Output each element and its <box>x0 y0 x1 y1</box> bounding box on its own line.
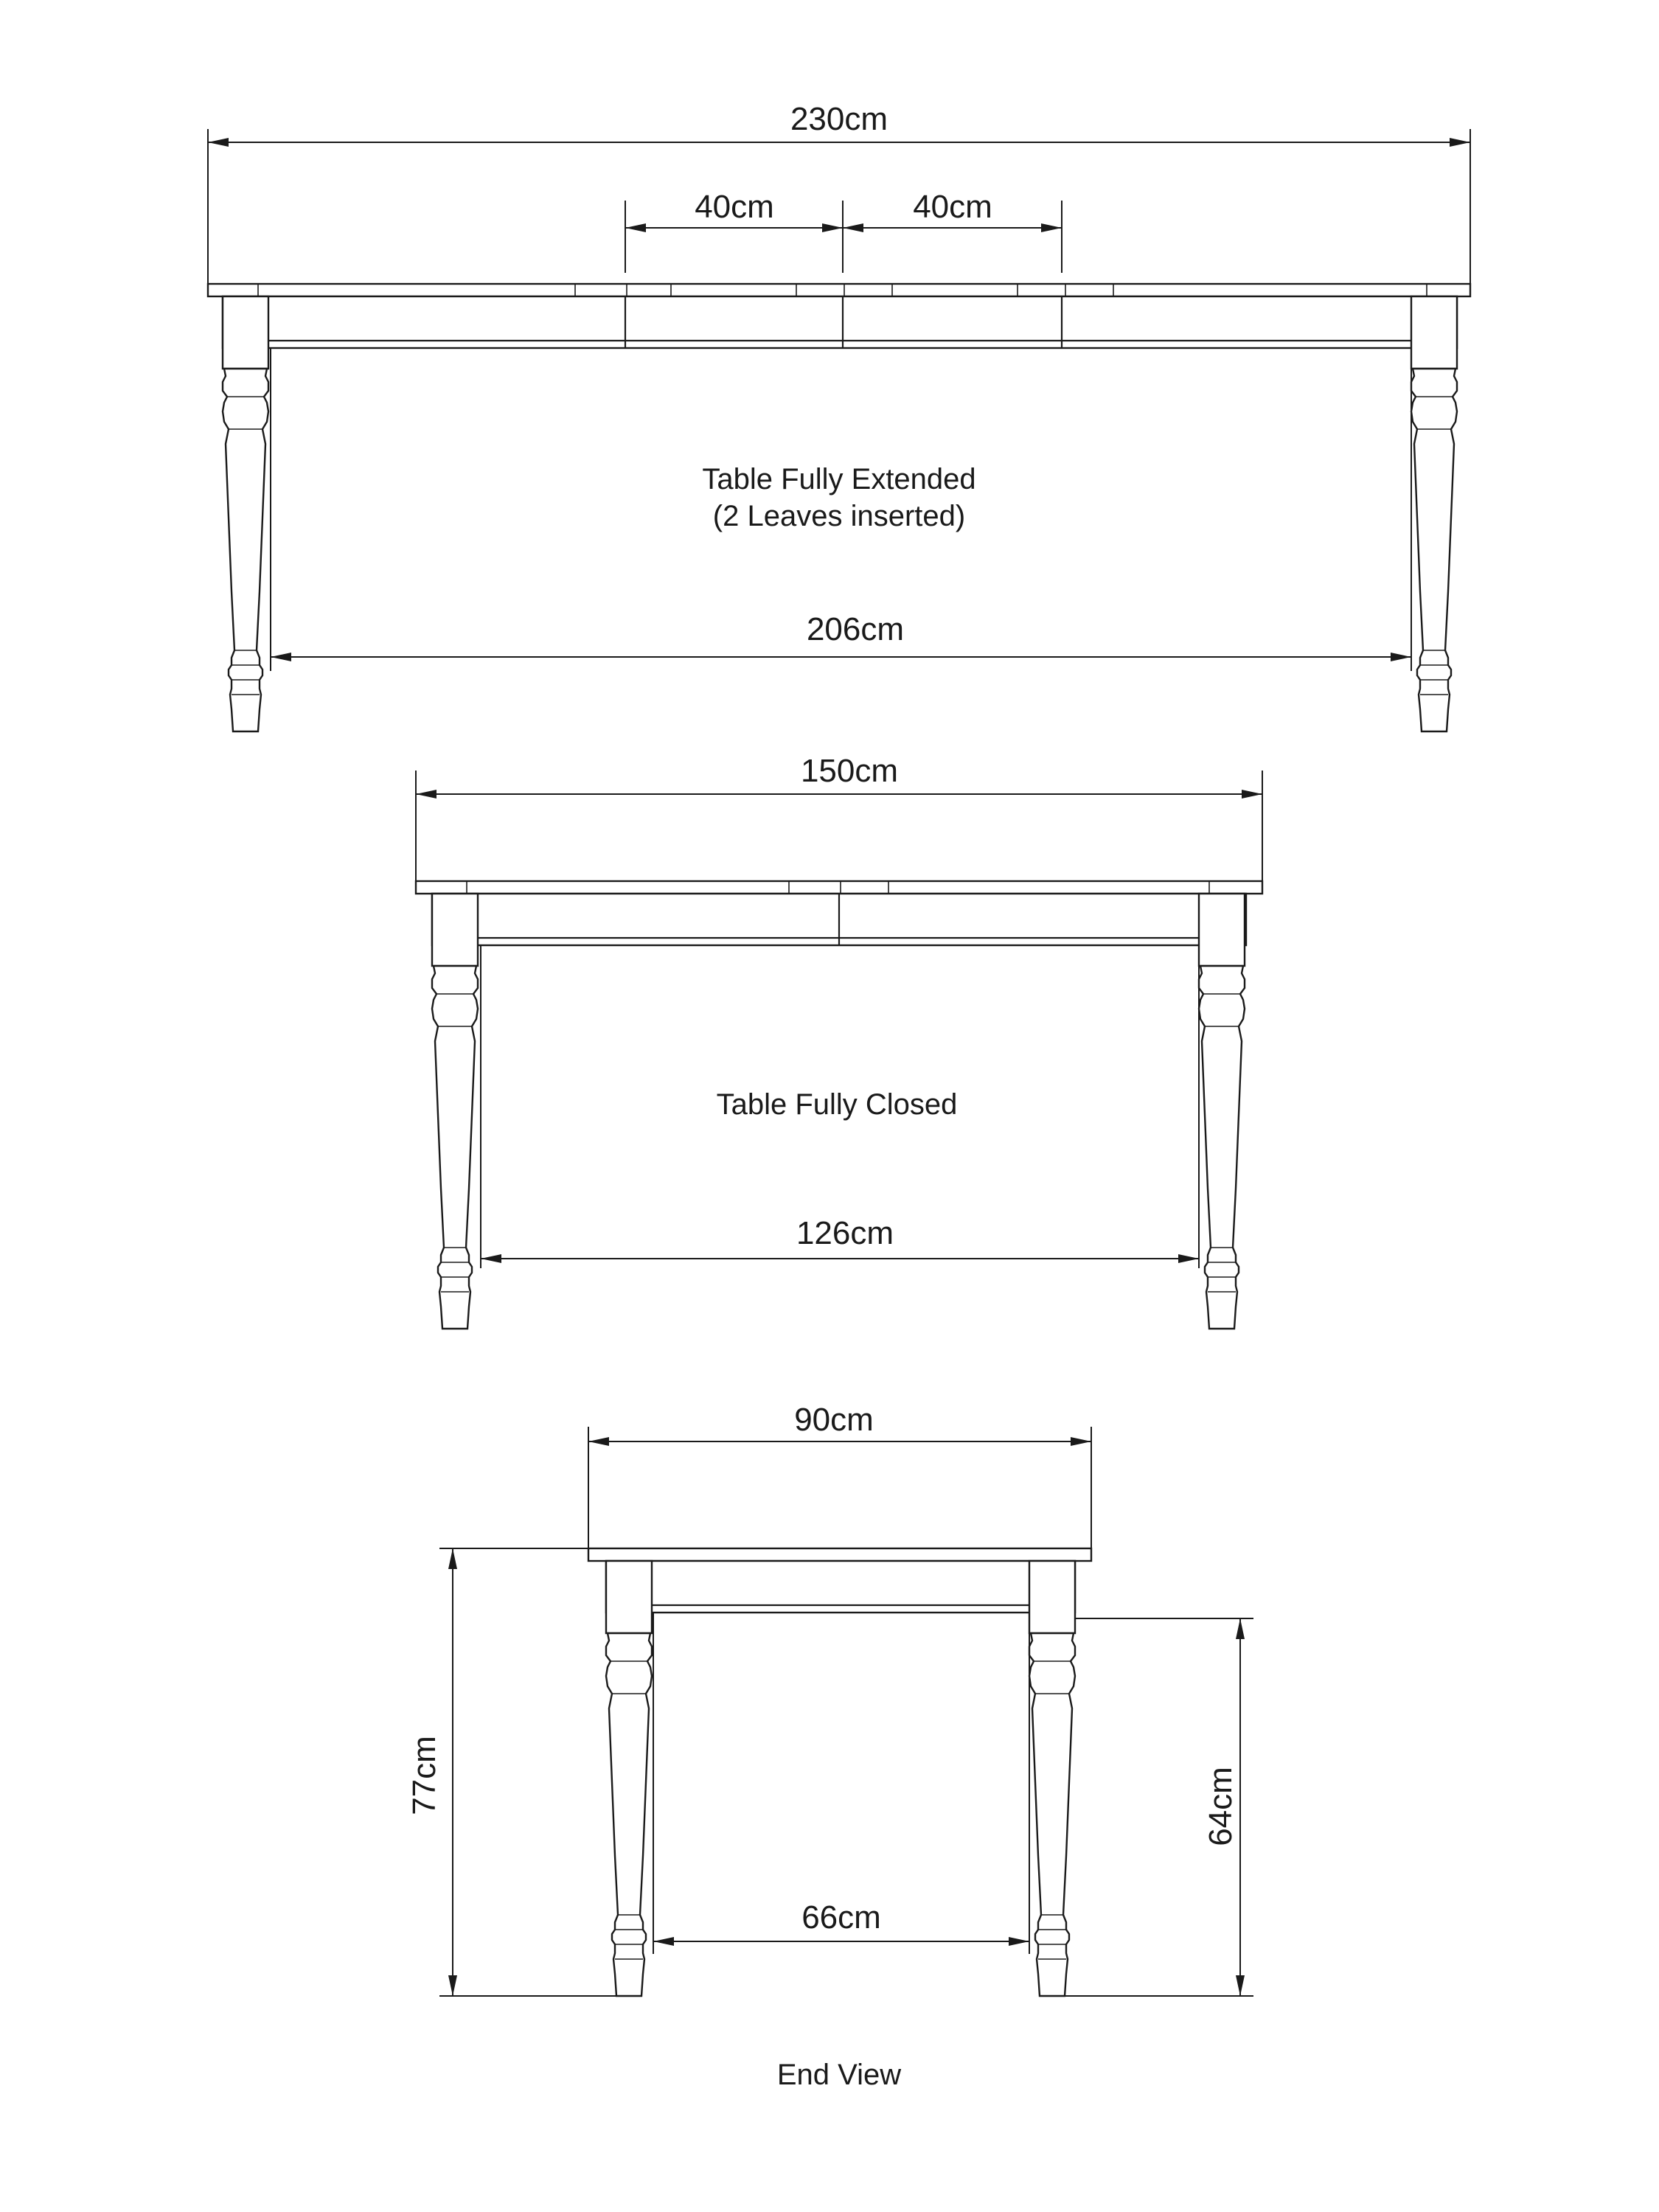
extended-right-leg <box>1411 296 1457 731</box>
closed-overall-width-label: 150cm <box>800 753 899 789</box>
extended-caption-line2: (2 Leaves inserted) <box>712 500 966 532</box>
end-total-height-label: 77cm <box>406 1736 442 1815</box>
extended-view <box>208 101 1470 731</box>
end-overall-depth-label: 90cm <box>794 1402 874 1438</box>
end-clearance-height-label: 64cm <box>1203 1767 1239 1846</box>
extended-between-legs-label: 206cm <box>806 611 905 647</box>
end-between-legs-label: 66cm <box>801 1899 881 1935</box>
extended-leaf-left-label: 40cm <box>695 189 774 225</box>
closed-table-top <box>416 881 1262 894</box>
end-view <box>406 1402 1253 2091</box>
extended-table-top <box>208 284 1470 296</box>
end-left-leg <box>606 1561 652 1996</box>
end-table-top <box>588 1548 1091 1561</box>
end-right-leg <box>1029 1561 1075 1996</box>
closed-between-legs-label: 126cm <box>796 1215 894 1251</box>
extended-left-leg <box>223 296 268 731</box>
extended-caption-line1: Table Fully Extended <box>702 463 976 495</box>
extended-overall-width-label: 230cm <box>790 101 888 137</box>
end-view-caption: End View <box>776 2059 902 2091</box>
closed-left-leg <box>432 894 478 1329</box>
closed-caption: Table Fully Closed <box>716 1088 958 1121</box>
extended-leaf-right-label: 40cm <box>913 189 992 225</box>
closed-view <box>416 753 1262 1329</box>
closed-right-leg <box>1199 894 1245 1329</box>
